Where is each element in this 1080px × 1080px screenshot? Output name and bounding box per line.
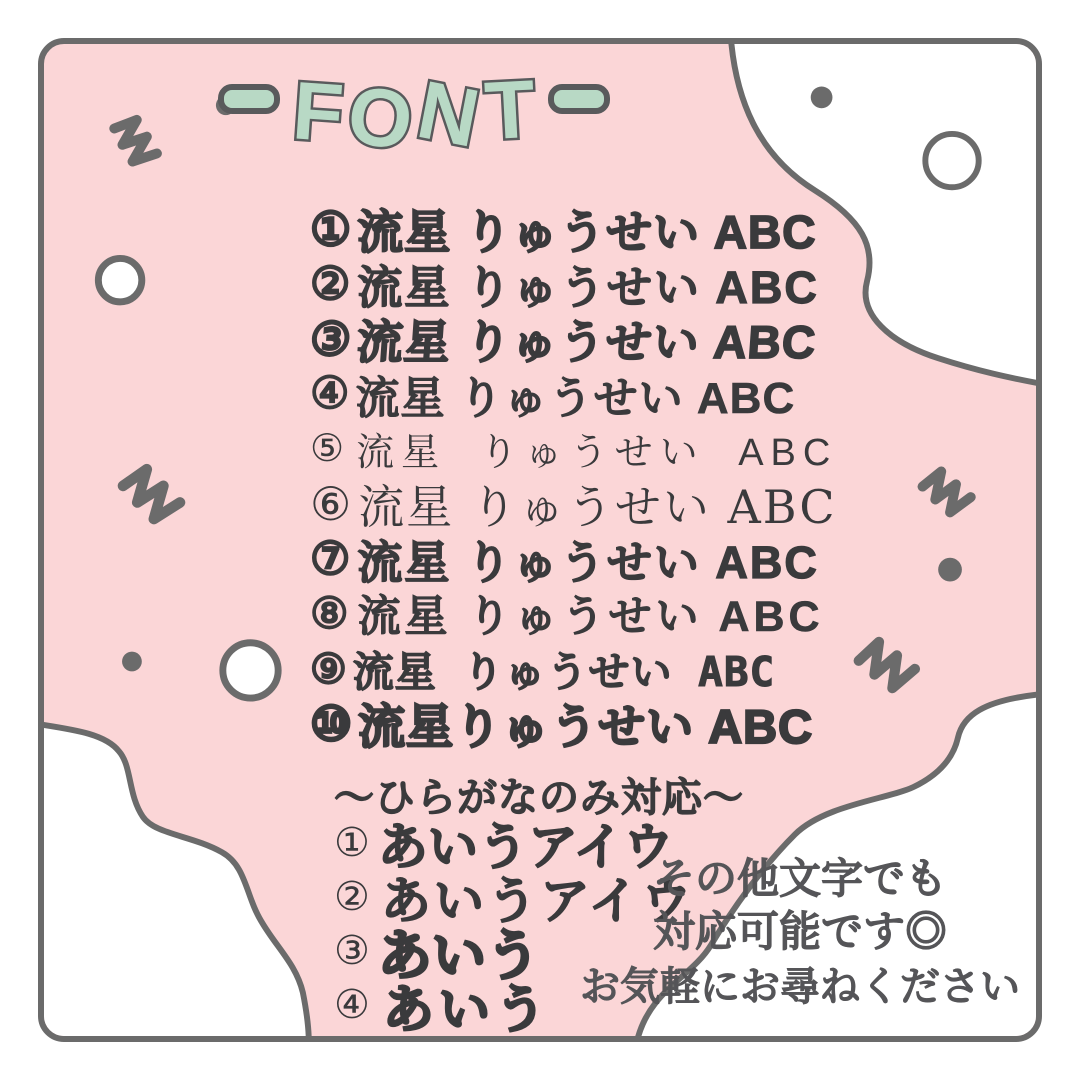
sample-number: ⑩ bbox=[310, 696, 354, 750]
dot-icon bbox=[811, 86, 833, 108]
font-sample-row bbox=[310, 696, 837, 751]
font-sample-row bbox=[310, 366, 837, 421]
title-letter: O bbox=[342, 68, 419, 168]
circle-ring-icon bbox=[98, 258, 141, 301]
sample-number: ① bbox=[334, 821, 370, 865]
font-sample-card bbox=[38, 38, 1042, 1042]
sample-text: 流星 りゅうせい ABC bbox=[357, 537, 819, 588]
sample-number: ⑨ bbox=[310, 644, 348, 693]
dot-icon bbox=[938, 558, 962, 582]
sample-number: ⑧ bbox=[310, 589, 353, 638]
hiragana-section-header: 〜ひらがなのみ対応〜 bbox=[334, 776, 744, 820]
corner-blob-bottom-left bbox=[44, 724, 309, 1036]
page-title bbox=[44, 63, 784, 168]
sample-text: 流星りゅうせい ABC bbox=[358, 700, 814, 753]
sample-number: ⑤ bbox=[310, 428, 352, 470]
sample-text: 流星 りゅうせい ABC bbox=[356, 432, 838, 474]
sample-text: 流星 りゅうせい ABC bbox=[357, 205, 817, 258]
sample-number: ① bbox=[310, 202, 353, 255]
sample-text: 流星 りゅうせい ABC bbox=[352, 648, 776, 696]
title-letter: T bbox=[482, 63, 537, 158]
font-sample-row bbox=[310, 586, 837, 641]
sample-text: 流星 りゅうせい ABC bbox=[358, 479, 837, 534]
sample-number: ⑥ bbox=[310, 476, 354, 531]
contact-note bbox=[580, 852, 1020, 1012]
sample-text: 流星 りゅうせい ABC bbox=[355, 373, 796, 423]
sample-text: あいう bbox=[377, 925, 540, 986]
sample-number: ④ bbox=[310, 369, 351, 418]
sample-number: ⑦ bbox=[310, 533, 353, 584]
zigzag-squiggle-icon bbox=[922, 469, 972, 514]
sample-text: あいうアイウ bbox=[377, 819, 674, 875]
sample-text: あいうアイウ bbox=[380, 873, 695, 929]
sample-text: 流星 りゅうせい ABC bbox=[355, 315, 819, 368]
title-dash bbox=[548, 84, 610, 114]
sample-number: ④ bbox=[334, 983, 375, 1027]
circle-ring-icon bbox=[925, 134, 978, 187]
circle-ring-icon bbox=[223, 643, 278, 698]
sample-number: ② bbox=[334, 875, 373, 919]
title-letter: N bbox=[410, 64, 487, 165]
font-sample-row bbox=[310, 476, 837, 534]
font-sample-list bbox=[310, 201, 837, 751]
note-line: お気軽にお尋ねください bbox=[580, 965, 1020, 1009]
sample-text: 流星 りゅうせい ABC bbox=[357, 262, 819, 313]
dot-icon bbox=[122, 652, 142, 672]
sample-text: あいう bbox=[382, 981, 551, 1038]
title-dash bbox=[218, 84, 280, 114]
note-line: その他文字でも bbox=[652, 855, 947, 902]
title-letter: F bbox=[290, 65, 347, 160]
font-sample-row bbox=[310, 421, 837, 476]
note-line: 対応可能です◎ bbox=[652, 908, 947, 955]
font-sample-row bbox=[310, 201, 837, 256]
font-sample-row bbox=[310, 641, 837, 696]
sample-text: 流星 りゅうせい ABC bbox=[357, 593, 824, 641]
zigzag-squiggle-icon bbox=[856, 637, 917, 692]
sample-number: ② bbox=[310, 258, 353, 309]
zigzag-squiggle-icon bbox=[123, 469, 180, 519]
sample-number: ③ bbox=[308, 312, 355, 365]
font-sample-row bbox=[310, 531, 837, 586]
font-sample-row bbox=[310, 256, 837, 311]
font-sample-row bbox=[308, 311, 839, 366]
sample-number: ③ bbox=[334, 929, 370, 973]
